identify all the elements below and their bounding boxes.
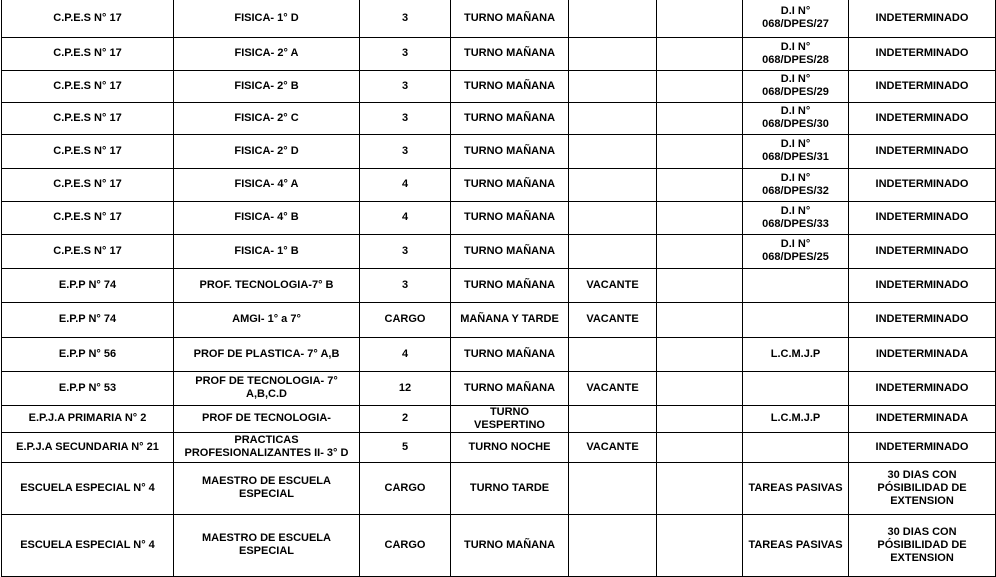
school-cell: E.P.P N° 53 xyxy=(2,371,174,405)
blank-cell xyxy=(657,432,743,462)
blank-cell xyxy=(657,134,743,168)
duration-cell: 30 DIAS CON PÓSIBILIDAD DE EXTENSION xyxy=(849,514,996,576)
table-row xyxy=(2,134,996,168)
hours-cell: 3 xyxy=(360,268,451,302)
duration-cell: INDETERMINADO xyxy=(849,0,996,37)
duration-cell: INDETERMINADO xyxy=(849,432,996,462)
duration-cell: INDETERMINADO xyxy=(849,302,996,337)
status-cell xyxy=(569,405,657,432)
shift-cell: TURNO MAÑANA xyxy=(451,234,569,268)
table-row xyxy=(2,371,996,405)
school-cell: E.P.J.A SECUNDARIA N° 21 xyxy=(2,432,174,462)
table-row xyxy=(2,201,996,234)
school-cell: C.P.E.S N° 17 xyxy=(2,37,174,70)
subject-cell: PROF. TECNOLOGIA-7° B xyxy=(174,268,360,302)
duration-cell: INDETERMINADO xyxy=(849,268,996,302)
resolution-cell xyxy=(743,432,849,462)
shift-cell: TURNO MAÑANA xyxy=(451,37,569,70)
shift-cell: TURNO MAÑANA xyxy=(451,268,569,302)
blank-cell xyxy=(657,371,743,405)
hours-cell: 3 xyxy=(360,70,451,102)
status-cell xyxy=(569,462,657,514)
vacancy-table xyxy=(1,0,996,577)
subject-cell: FISICA- 1° B xyxy=(174,234,360,268)
hours-cell: 12 xyxy=(360,371,451,405)
shift-cell: TURNO MAÑANA xyxy=(451,337,569,371)
status-cell xyxy=(569,70,657,102)
resolution-cell: L.C.M.J.P xyxy=(743,337,849,371)
duration-cell: INDETERMINADO xyxy=(849,234,996,268)
duration-cell: INDETERMINADO xyxy=(849,134,996,168)
table-row xyxy=(2,234,996,268)
shift-cell: TURNO TARDE xyxy=(451,462,569,514)
shift-cell: TURNO MAÑANA xyxy=(451,514,569,576)
status-cell xyxy=(569,0,657,37)
blank-cell xyxy=(657,37,743,70)
blank-cell xyxy=(657,168,743,201)
duration-cell: INDETERMINADO xyxy=(849,102,996,134)
table-row xyxy=(2,337,996,371)
resolution-cell: D.I N° 068/DPES/33 xyxy=(743,201,849,234)
subject-cell: PROF DE TECNOLOGIA- xyxy=(174,405,360,432)
subject-cell: MAESTRO DE ESCUELA ESPECIAL xyxy=(174,462,360,514)
resolution-cell xyxy=(743,268,849,302)
school-cell: E.P.P N° 74 xyxy=(2,268,174,302)
hours-cell: 3 xyxy=(360,134,451,168)
table-row xyxy=(2,302,996,337)
shift-cell: TURNO MAÑANA xyxy=(451,168,569,201)
status-cell: VACANTE xyxy=(569,432,657,462)
table-row xyxy=(2,70,996,102)
school-cell: E.P.P N° 74 xyxy=(2,302,174,337)
hours-cell: 2 xyxy=(360,405,451,432)
school-cell: ESCUELA ESPECIAL N° 4 xyxy=(2,462,174,514)
blank-cell xyxy=(657,70,743,102)
hours-cell: CARGO xyxy=(360,302,451,337)
resolution-cell: D.I N° 068/DPES/25 xyxy=(743,234,849,268)
shift-cell: TURNO VESPERTINO xyxy=(451,405,569,432)
status-cell xyxy=(569,168,657,201)
blank-cell xyxy=(657,201,743,234)
duration-cell: INDETERMINADO xyxy=(849,70,996,102)
duration-cell: INDETERMINADO xyxy=(849,201,996,234)
resolution-cell: TAREAS PASIVAS xyxy=(743,514,849,576)
table-row xyxy=(2,168,996,201)
school-cell: C.P.E.S N° 17 xyxy=(2,168,174,201)
shift-cell: TURNO MAÑANA xyxy=(451,70,569,102)
subject-cell: PRACTICAS PROFESIONALIZANTES II- 3° D xyxy=(174,432,360,462)
subject-cell: PROF DE TECNOLOGIA- 7° A,B,C.D xyxy=(174,371,360,405)
subject-cell: FISICA- 2° A xyxy=(174,37,360,70)
duration-cell: INDETERMINADO xyxy=(849,37,996,70)
status-cell xyxy=(569,234,657,268)
status-cell: VACANTE xyxy=(569,268,657,302)
hours-cell: CARGO xyxy=(360,514,451,576)
resolution-cell: L.C.M.J.P xyxy=(743,405,849,432)
blank-cell xyxy=(657,0,743,37)
school-cell: ESCUELA ESPECIAL N° 4 xyxy=(2,514,174,576)
blank-cell xyxy=(657,268,743,302)
shift-cell: TURNO MAÑANA xyxy=(451,371,569,405)
shift-cell: MAÑANA Y TARDE xyxy=(451,302,569,337)
table-row xyxy=(2,514,996,576)
hours-cell: 4 xyxy=(360,168,451,201)
table-row xyxy=(2,268,996,302)
school-cell: E.P.P N° 56 xyxy=(2,337,174,371)
subject-cell: AMGI- 1° a 7° xyxy=(174,302,360,337)
resolution-cell: D.I N° 068/DPES/32 xyxy=(743,168,849,201)
blank-cell xyxy=(657,337,743,371)
subject-cell: PROF DE PLASTICA- 7° A,B xyxy=(174,337,360,371)
blank-cell xyxy=(657,102,743,134)
blank-cell xyxy=(657,514,743,576)
duration-cell: 30 DIAS CON PÓSIBILIDAD DE EXTENSION xyxy=(849,462,996,514)
school-cell: C.P.E.S N° 17 xyxy=(2,134,174,168)
resolution-cell: D.I N° 068/DPES/27 xyxy=(743,0,849,37)
duration-cell: INDETERMINADA xyxy=(849,337,996,371)
subject-cell: FISICA- 4° B xyxy=(174,201,360,234)
duration-cell: INDETERMINADO xyxy=(849,168,996,201)
subject-cell: FISICA- 1° D xyxy=(174,0,360,37)
shift-cell: TURNO MAÑANA xyxy=(451,102,569,134)
hours-cell: 3 xyxy=(360,234,451,268)
blank-cell xyxy=(657,462,743,514)
resolution-cell xyxy=(743,371,849,405)
status-cell: VACANTE xyxy=(569,371,657,405)
status-cell xyxy=(569,134,657,168)
resolution-cell: D.I N° 068/DPES/29 xyxy=(743,70,849,102)
shift-cell: TURNO MAÑANA xyxy=(451,0,569,37)
school-cell: C.P.E.S N° 17 xyxy=(2,0,174,37)
blank-cell xyxy=(657,302,743,337)
hours-cell: 4 xyxy=(360,337,451,371)
blank-cell xyxy=(657,234,743,268)
subject-cell: FISICA- 2° B xyxy=(174,70,360,102)
subject-cell: FISICA- 2° D xyxy=(174,134,360,168)
blank-cell xyxy=(657,405,743,432)
shift-cell: TURNO NOCHE xyxy=(451,432,569,462)
status-cell xyxy=(569,201,657,234)
table-row xyxy=(2,102,996,134)
table-row xyxy=(2,37,996,70)
duration-cell: INDETERMINADO xyxy=(849,371,996,405)
subject-cell: FISICA- 4° A xyxy=(174,168,360,201)
status-cell: VACANTE xyxy=(569,302,657,337)
status-cell xyxy=(569,337,657,371)
resolution-cell xyxy=(743,302,849,337)
subject-cell: FISICA- 2° C xyxy=(174,102,360,134)
resolution-cell: D.I N° 068/DPES/31 xyxy=(743,134,849,168)
hours-cell: 4 xyxy=(360,201,451,234)
hours-cell: 3 xyxy=(360,37,451,70)
school-cell: E.P.J.A PRIMARIA N° 2 xyxy=(2,405,174,432)
hours-cell: 5 xyxy=(360,432,451,462)
hours-cell: 3 xyxy=(360,0,451,37)
school-cell: C.P.E.S N° 17 xyxy=(2,234,174,268)
table-row xyxy=(2,462,996,514)
resolution-cell: TAREAS PASIVAS xyxy=(743,462,849,514)
subject-cell: MAESTRO DE ESCUELA ESPECIAL xyxy=(174,514,360,576)
resolution-cell: D.I N° 068/DPES/28 xyxy=(743,37,849,70)
school-cell: C.P.E.S N° 17 xyxy=(2,102,174,134)
shift-cell: TURNO MAÑANA xyxy=(451,134,569,168)
table-row xyxy=(2,0,996,37)
table-row xyxy=(2,432,996,462)
shift-cell: TURNO MAÑANA xyxy=(451,201,569,234)
duration-cell: INDETERMINADA xyxy=(849,405,996,432)
school-cell: C.P.E.S N° 17 xyxy=(2,70,174,102)
status-cell xyxy=(569,102,657,134)
resolution-cell: D.I N° 068/DPES/30 xyxy=(743,102,849,134)
school-cell: C.P.E.S N° 17 xyxy=(2,201,174,234)
table-row xyxy=(2,405,996,432)
hours-cell: CARGO xyxy=(360,462,451,514)
hours-cell: 3 xyxy=(360,102,451,134)
status-cell xyxy=(569,37,657,70)
status-cell xyxy=(569,514,657,576)
